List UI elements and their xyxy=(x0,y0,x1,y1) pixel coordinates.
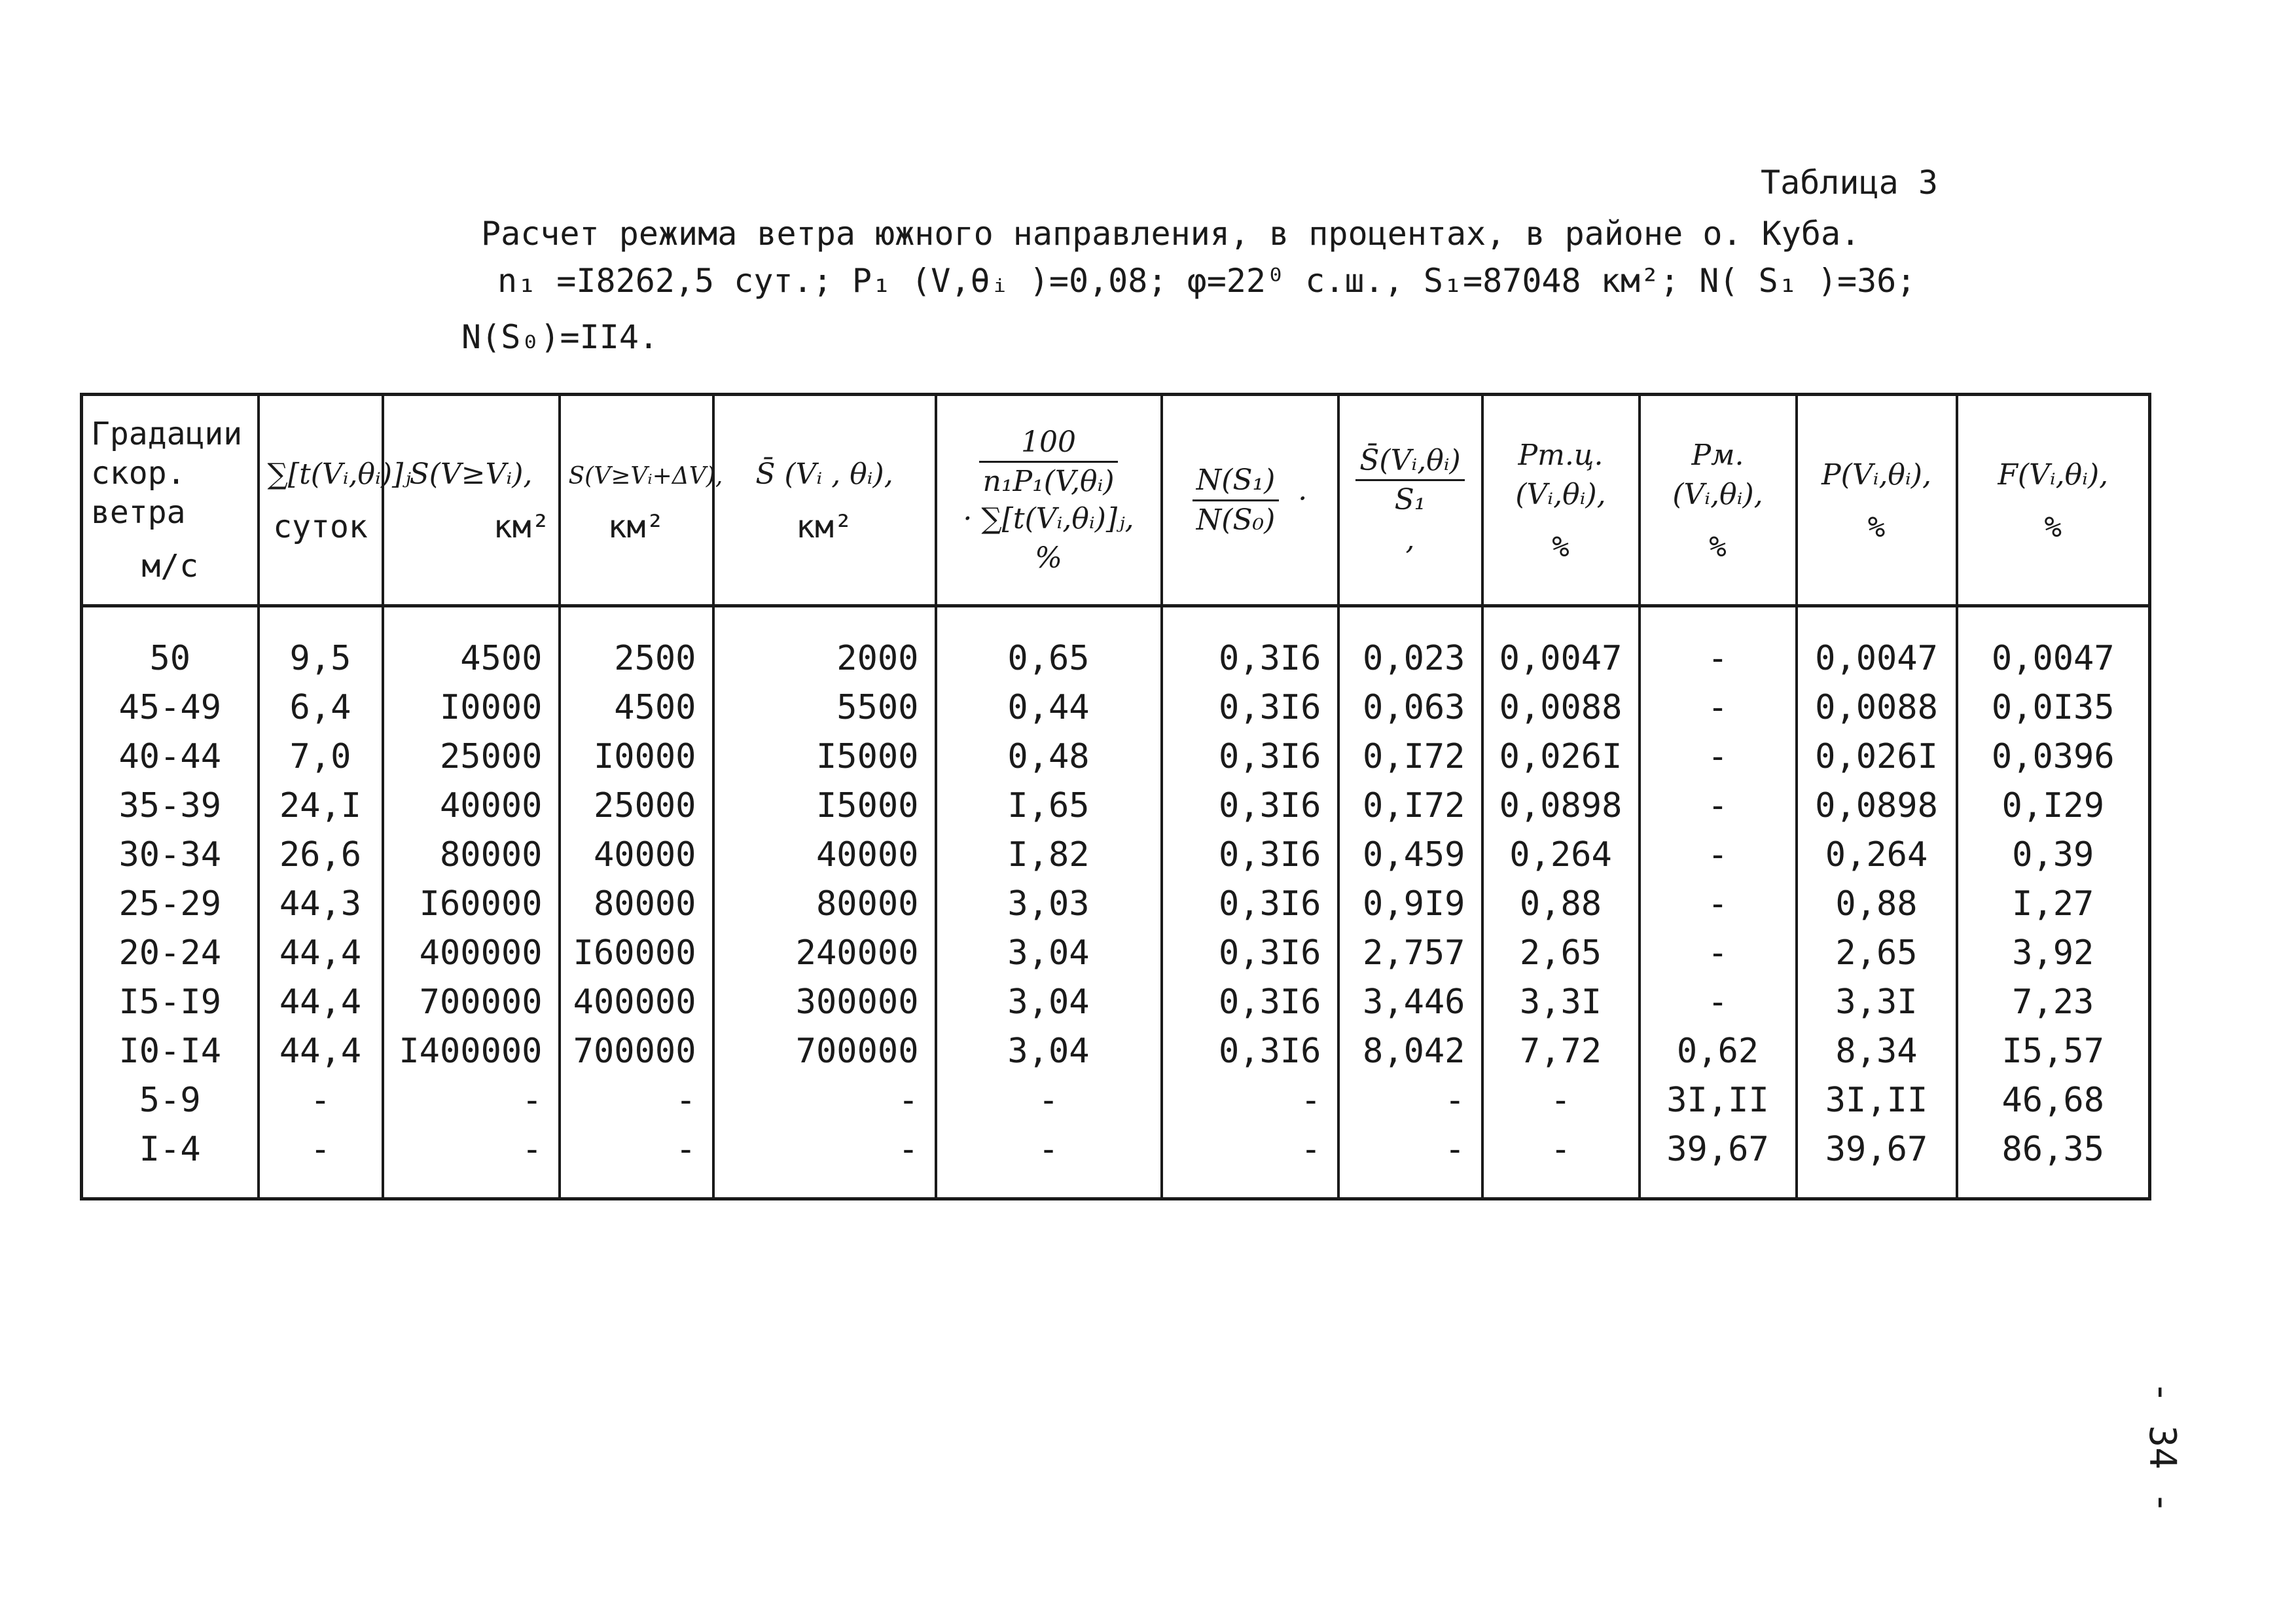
table-cell: 0,I72 xyxy=(1338,781,1482,830)
table-cell: 50 xyxy=(82,606,259,683)
table-cell: - xyxy=(1162,1075,1338,1125)
table-cell: 0,3I6 xyxy=(1162,879,1338,928)
table-cell: 8,042 xyxy=(1338,1026,1482,1075)
table-cell: 44,4 xyxy=(259,1026,383,1075)
table-cell: - xyxy=(1640,830,1797,879)
table-cell: - xyxy=(1162,1125,1338,1199)
col-header-percent-formula: $\frac{100}{\text{n₁P₁(V,θᵢ)}}$ · ∑[t(Vᵢ,θᵢ)]ⱼ, % xyxy=(936,395,1162,606)
table-cell: 0,0047 xyxy=(1797,606,1957,683)
parameters-line-1: n₁ =I8262,5 сут.; P₁ (V,θᵢ )=0,08; φ=22⁰ с.ш., S₁=87048 км²; N( S₁ )=36; xyxy=(497,262,1916,300)
col-header-mean-area: S̄ (Vᵢ , θᵢ), км² xyxy=(713,395,936,606)
table-cell: 2,65 xyxy=(1797,928,1957,977)
table-cell: - xyxy=(1640,606,1797,683)
table-cell: 0,026I xyxy=(1797,732,1957,781)
table-cell: 9,5 xyxy=(259,606,383,683)
table-cell: 0,063 xyxy=(1338,683,1482,732)
table-cell: 25-29 xyxy=(82,879,259,928)
col-header-n-ratio: $\frac{\text{N(S₁)}}{\text{N(S₀)}}$ · xyxy=(1162,395,1338,606)
table-cell: 3,04 xyxy=(936,977,1162,1026)
table-cell: 8,34 xyxy=(1797,1026,1957,1075)
table-cell: 39,67 xyxy=(1640,1125,1797,1199)
table-row xyxy=(82,879,2150,928)
table-cell: 0,88 xyxy=(1797,879,1957,928)
table-cell: - xyxy=(1640,732,1797,781)
col-header-area-geq: S(V≥Vᵢ), км² xyxy=(383,395,560,606)
table-cell: 86,35 xyxy=(1957,1125,2150,1199)
table-cell: 0,3I6 xyxy=(1162,830,1338,879)
table-cell: I,27 xyxy=(1957,879,2150,928)
table-cell: 0,0047 xyxy=(1957,606,2150,683)
table-cell: 80000 xyxy=(560,879,713,928)
table-cell: 5-9 xyxy=(82,1075,259,1125)
table-row xyxy=(82,781,2150,830)
table-cell: 40000 xyxy=(383,781,560,830)
table-cell: I5-I9 xyxy=(82,977,259,1026)
parameters-line-2: N(S₀)=II4. xyxy=(461,318,659,356)
col-header-p: P(Vᵢ,θᵢ), % xyxy=(1797,395,1957,606)
table-cell: 0,264 xyxy=(1482,830,1640,879)
table-cell: 0,44 xyxy=(936,683,1162,732)
table-cell: - xyxy=(1640,781,1797,830)
table-cell: 40000 xyxy=(560,830,713,879)
table-cell: 3,3I xyxy=(1482,977,1640,1026)
table-cell: 4500 xyxy=(560,683,713,732)
table-cell: - xyxy=(1640,879,1797,928)
table-row xyxy=(82,1075,2150,1125)
table-cell: 0,65 xyxy=(936,606,1162,683)
table-cell: - xyxy=(1640,928,1797,977)
wind-regime-table xyxy=(80,393,2151,1200)
table-cell: 0,0898 xyxy=(1482,781,1640,830)
table-cell: 40-44 xyxy=(82,732,259,781)
table-cell: 0,3I6 xyxy=(1162,732,1338,781)
table-cell: - xyxy=(936,1125,1162,1199)
col-header-s-ratio: $\frac{\text{S̄(Vᵢ,θᵢ)}}{\text{S₁}}$ , xyxy=(1338,395,1482,606)
table-cell: 0,3I6 xyxy=(1162,781,1338,830)
table-cell: I400000 xyxy=(383,1026,560,1075)
table-cell: I5,57 xyxy=(1957,1026,2150,1075)
table-cell: 80000 xyxy=(383,830,560,879)
table-cell: 7,0 xyxy=(259,732,383,781)
table-cell: 7,72 xyxy=(1482,1026,1640,1075)
table-cell: 0,3I6 xyxy=(1162,928,1338,977)
table-cell: - xyxy=(383,1075,560,1125)
table-cell: 0,3I6 xyxy=(1162,606,1338,683)
table-cell: 0,9I9 xyxy=(1338,879,1482,928)
table-cell: 25000 xyxy=(560,781,713,830)
table-cell: 3,3I xyxy=(1797,977,1957,1026)
table-cell: 45-49 xyxy=(82,683,259,732)
table-cell: 0,0396 xyxy=(1957,732,2150,781)
table-cell: 0,026I xyxy=(1482,732,1640,781)
table-cell: 0,0I35 xyxy=(1957,683,2150,732)
table-cell: 0,3I6 xyxy=(1162,683,1338,732)
table-cell: 44,4 xyxy=(259,977,383,1026)
table-cell: 24,I xyxy=(259,781,383,830)
table-cell: - xyxy=(1482,1125,1640,1199)
table-cell: 2,65 xyxy=(1482,928,1640,977)
table-cell: - xyxy=(1482,1075,1640,1125)
table-cell: 3,446 xyxy=(1338,977,1482,1026)
table-cell: - xyxy=(560,1125,713,1199)
table-cell: 0,459 xyxy=(1338,830,1482,879)
table-cell: 0,62 xyxy=(1640,1026,1797,1075)
col-header-f: F(Vᵢ,θᵢ), % xyxy=(1957,395,2150,606)
table-cell: 2500 xyxy=(560,606,713,683)
col-header-p-m: Pм.(Vᵢ,θᵢ), % xyxy=(1640,395,1797,606)
table-cell: 240000 xyxy=(713,928,936,977)
table-cell: 2000 xyxy=(713,606,936,683)
table-cell: 400000 xyxy=(560,977,713,1026)
table-cell: I0000 xyxy=(560,732,713,781)
table-cell: 39,67 xyxy=(1797,1125,1957,1199)
table-cell: 0,0898 xyxy=(1797,781,1957,830)
table-cell: 4500 xyxy=(383,606,560,683)
col-header-gradations: Градации скор. ветра м/с xyxy=(82,395,259,606)
table-cell: I0000 xyxy=(383,683,560,732)
table-cell: 3,04 xyxy=(936,1026,1162,1075)
col-header-days-sum: ∑[t(Vᵢ,θᵢ)]ⱼ суток xyxy=(259,395,383,606)
table-cell: 0,48 xyxy=(936,732,1162,781)
table-cell: 0,39 xyxy=(1957,830,2150,879)
table-cell: 3I,II xyxy=(1640,1075,1797,1125)
table-cell: - xyxy=(1338,1075,1482,1125)
table-row xyxy=(82,606,2150,683)
col-header-p-tc: Pт.ц.(Vᵢ,θᵢ), % xyxy=(1482,395,1640,606)
table-cell: I60000 xyxy=(560,928,713,977)
table-cell: 700000 xyxy=(383,977,560,1026)
table-cell: - xyxy=(560,1075,713,1125)
table-cell: 0,0088 xyxy=(1482,683,1640,732)
table-cell: 0,0088 xyxy=(1797,683,1957,732)
table-cell: I,65 xyxy=(936,781,1162,830)
table-cell: 80000 xyxy=(713,879,936,928)
table-cell: - xyxy=(713,1075,936,1125)
table-cell: - xyxy=(259,1075,383,1125)
table-cell: I5000 xyxy=(713,781,936,830)
table-cell: 700000 xyxy=(713,1026,936,1075)
table-cell: 700000 xyxy=(560,1026,713,1075)
table-row xyxy=(82,1125,2150,1199)
table-cell: 30-34 xyxy=(82,830,259,879)
col-header-area-geq-delta: S(V≥Vᵢ+ΔV), км² xyxy=(560,395,713,606)
table-cell: 0,3I6 xyxy=(1162,977,1338,1026)
table-row xyxy=(82,732,2150,781)
table-row xyxy=(82,830,2150,879)
table-cell: I,82 xyxy=(936,830,1162,879)
table-cell: I60000 xyxy=(383,879,560,928)
table-cell: - xyxy=(259,1125,383,1199)
table-cell: - xyxy=(1338,1125,1482,1199)
table-caption: Расчет режима ветра южного направления, в процентах, в районе о. Куба. xyxy=(481,215,1861,253)
table-cell: - xyxy=(1640,977,1797,1026)
table-cell: - xyxy=(383,1125,560,1199)
table-cell: 20-24 xyxy=(82,928,259,977)
table-body xyxy=(82,606,2150,1199)
table-cell: 3,03 xyxy=(936,879,1162,928)
table-cell: 25000 xyxy=(383,732,560,781)
table-cell: 0,I72 xyxy=(1338,732,1482,781)
header-row xyxy=(82,395,2150,606)
table-cell: 40000 xyxy=(713,830,936,879)
table-cell: 46,68 xyxy=(1957,1075,2150,1125)
table-cell: 0,023 xyxy=(1338,606,1482,683)
table-cell: 3,92 xyxy=(1957,928,2150,977)
table-cell: 26,6 xyxy=(259,830,383,879)
table-cell: 0,264 xyxy=(1797,830,1957,879)
table-cell: 44,4 xyxy=(259,928,383,977)
table-cell: 0,0047 xyxy=(1482,606,1640,683)
table-cell: 3I,II xyxy=(1797,1075,1957,1125)
table-cell: I0-I4 xyxy=(82,1026,259,1075)
table-cell: 44,3 xyxy=(259,879,383,928)
table-cell: 2,757 xyxy=(1338,928,1482,977)
table-cell: 0,3I6 xyxy=(1162,1026,1338,1075)
table-cell: 400000 xyxy=(383,928,560,977)
table-cell: 3,04 xyxy=(936,928,1162,977)
table-row xyxy=(82,683,2150,732)
table-row xyxy=(82,928,2150,977)
table-label: Таблица 3 xyxy=(1761,164,1938,202)
table-cell: 7,23 xyxy=(1957,977,2150,1026)
table-cell: - xyxy=(713,1125,936,1199)
table-cell: 300000 xyxy=(713,977,936,1026)
table-cell: I5000 xyxy=(713,732,936,781)
table-cell: I-4 xyxy=(82,1125,259,1199)
table-cell: 6,4 xyxy=(259,683,383,732)
table-row xyxy=(82,977,2150,1026)
table-cell: - xyxy=(1640,683,1797,732)
table-cell: 0,88 xyxy=(1482,879,1640,928)
table-cell: 35-39 xyxy=(82,781,259,830)
page-number: - 34 - xyxy=(2141,1381,2183,1514)
table-row xyxy=(82,1026,2150,1075)
table-cell: 5500 xyxy=(713,683,936,732)
table-cell: 0,I29 xyxy=(1957,781,2150,830)
table-cell: - xyxy=(936,1075,1162,1125)
